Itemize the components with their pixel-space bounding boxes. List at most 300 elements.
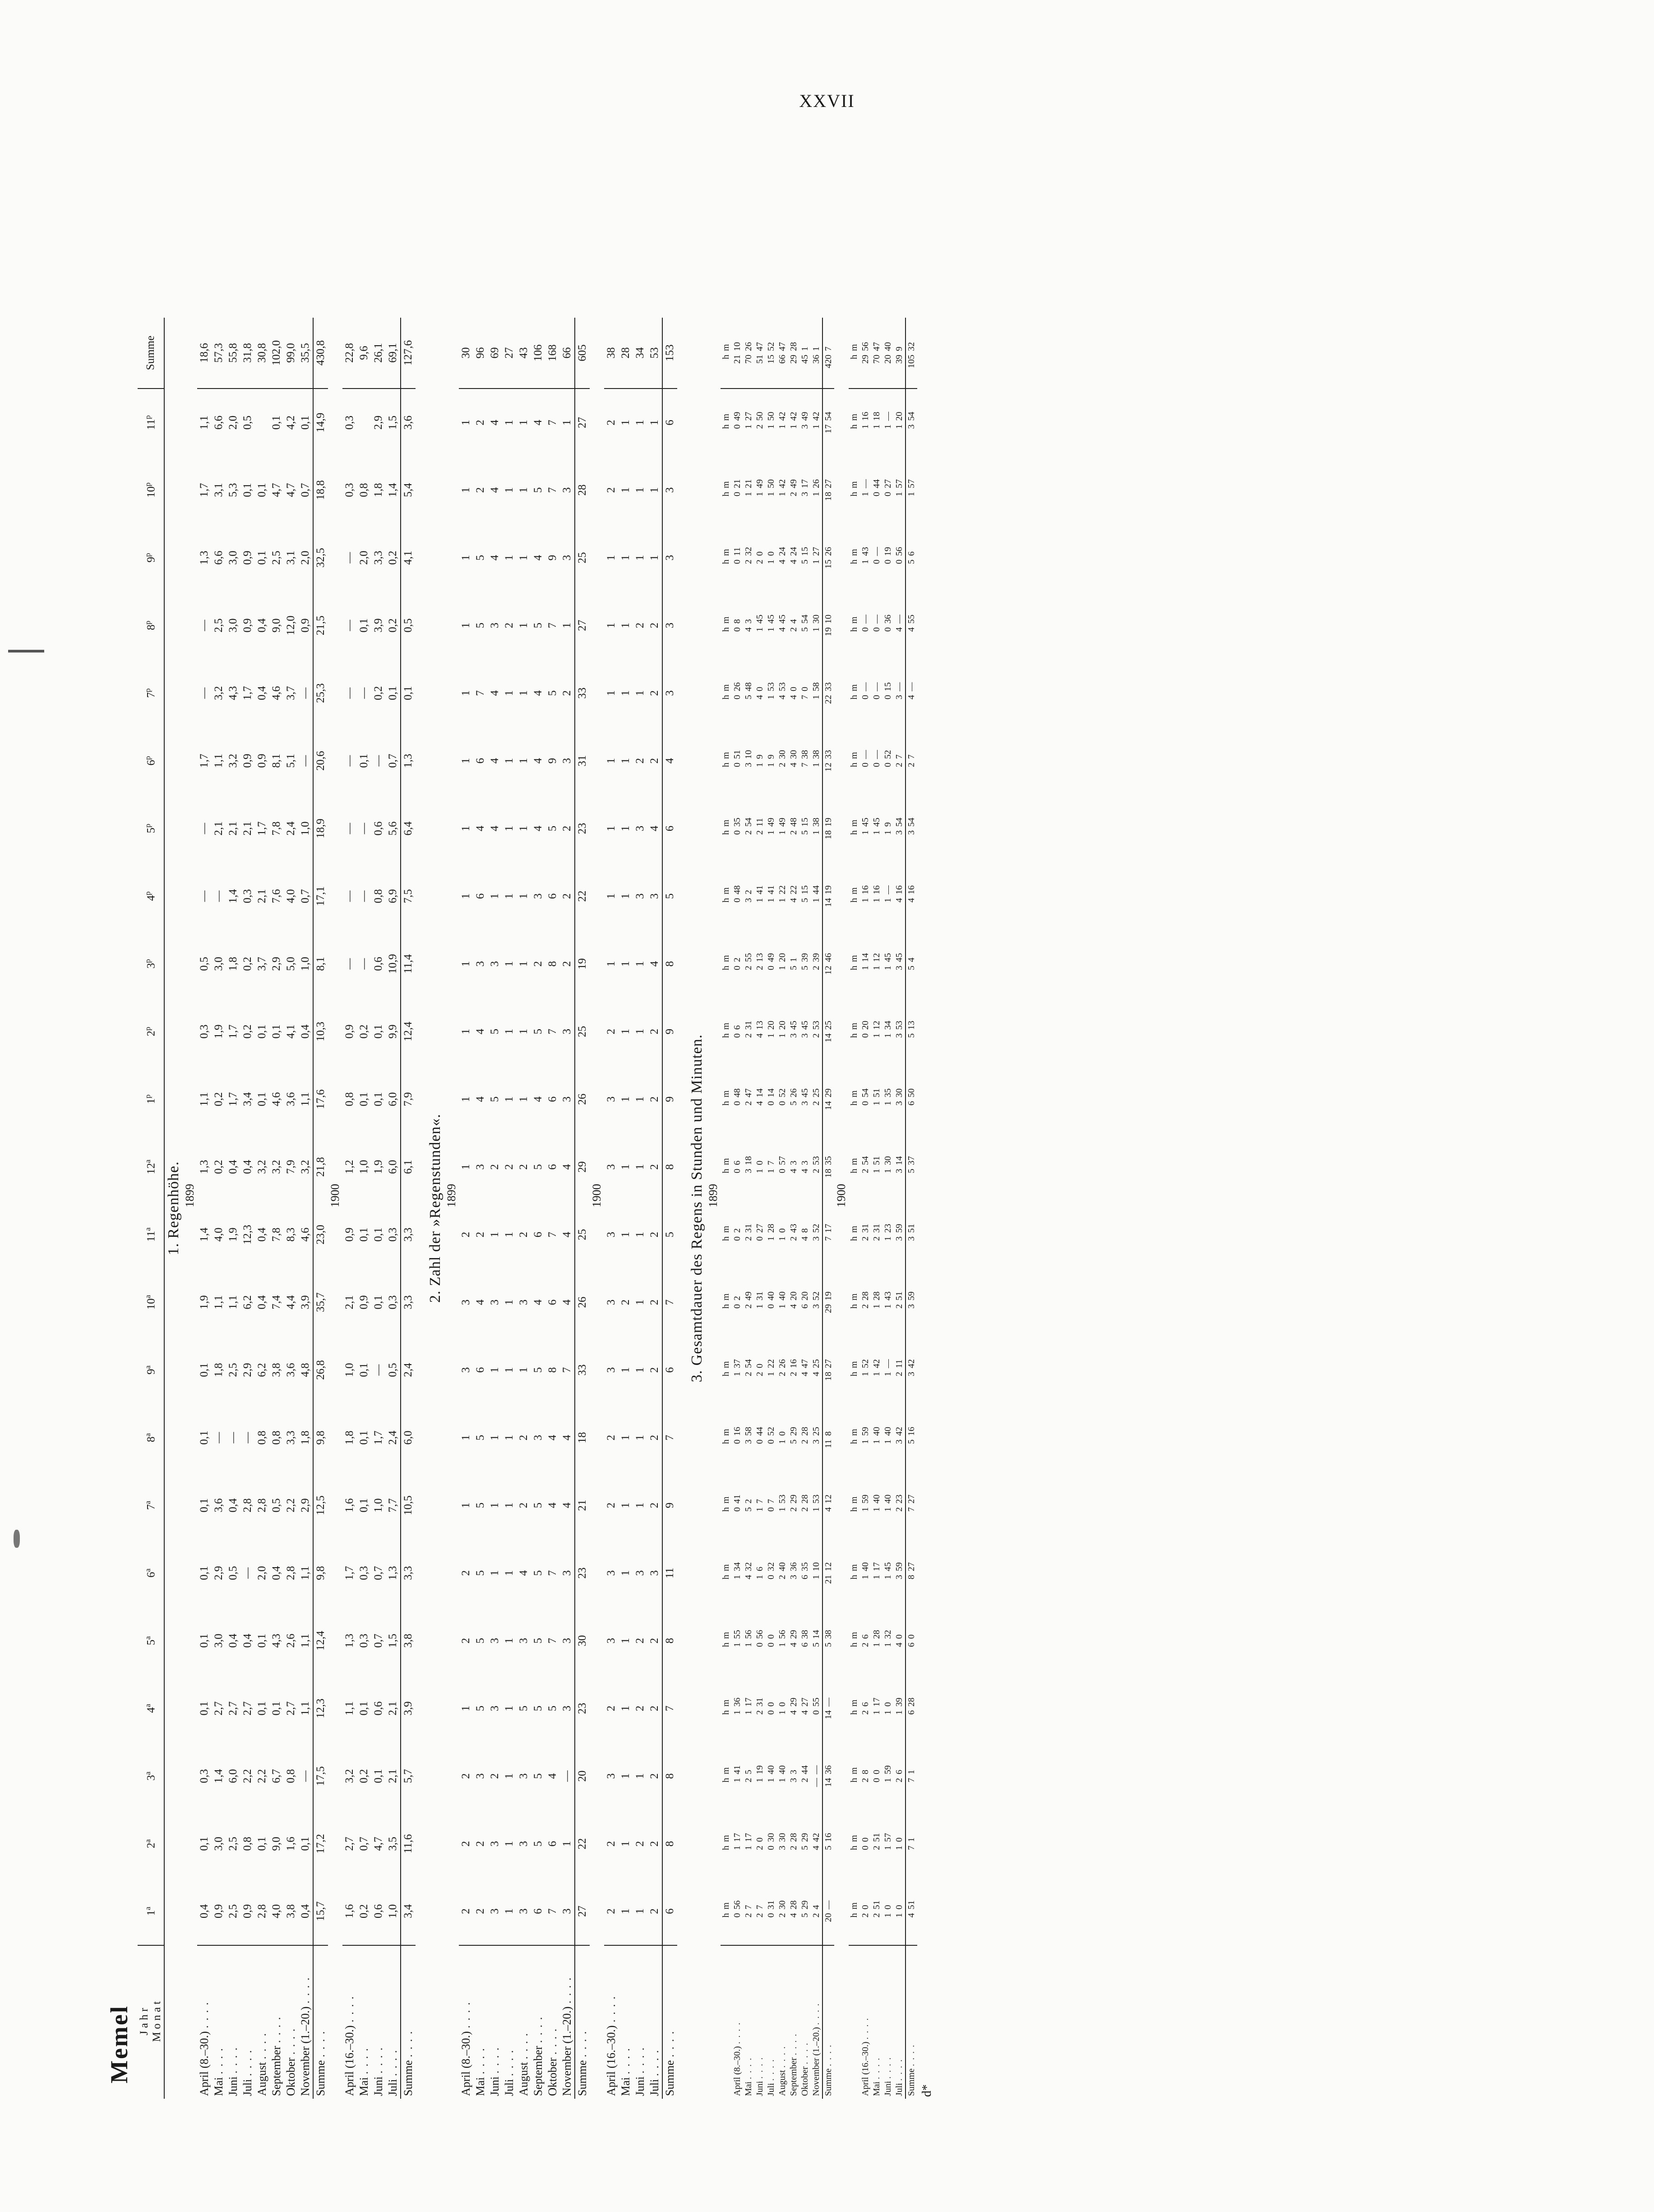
cell-9p: 3,1 bbox=[285, 551, 297, 565]
cell-2p: 5 bbox=[489, 1028, 501, 1035]
cell-9p: 3 bbox=[662, 524, 677, 592]
cell-3a: 0,3 bbox=[198, 1769, 210, 1783]
cell-1a: 3,8 bbox=[284, 1878, 298, 1945]
cell-11p: 142 bbox=[789, 412, 799, 429]
cell-1p: 3 bbox=[561, 1096, 573, 1102]
cell-11a: 1 bbox=[489, 1231, 501, 1238]
cell-5a: 538 bbox=[822, 1607, 834, 1675]
cell-1a: 1 bbox=[633, 1878, 647, 1945]
cell-8a: 0,1 bbox=[358, 1430, 370, 1445]
cell-9p: 4 bbox=[489, 555, 501, 561]
cell-2a: 2 bbox=[474, 1841, 486, 1847]
row-label: Oktober . . . . bbox=[546, 2027, 559, 2096]
cell-6p: 0— bbox=[872, 750, 882, 767]
cell-3a: — bbox=[299, 1770, 311, 1782]
cell-8a: 1,8 bbox=[299, 1430, 311, 1445]
cell-summe: 69 bbox=[488, 318, 502, 389]
cell-1p: 7,9 bbox=[401, 1065, 416, 1133]
table-row bbox=[619, 232, 633, 2099]
cell-2a: 17,2 bbox=[313, 1810, 328, 1878]
year-header-1899-sec1 bbox=[183, 232, 197, 2099]
cell-10a: 2919 bbox=[822, 1268, 834, 1336]
section-title-1-text: 1. Regenhöhe. bbox=[165, 1161, 182, 1255]
cell-4a: 2 bbox=[634, 1705, 646, 1712]
cell-4p: 1— bbox=[883, 885, 893, 902]
cell-10p: 2 bbox=[605, 487, 617, 493]
table-row bbox=[560, 232, 575, 2099]
cell-summe: 18,6 bbox=[197, 318, 212, 389]
cell-1a: 27 bbox=[575, 1878, 590, 1945]
cell-8p: — bbox=[343, 620, 356, 631]
cell-4a: 00 bbox=[766, 1702, 776, 1715]
cell-11a: 7 bbox=[546, 1231, 559, 1238]
cell-3p: 8 bbox=[662, 930, 677, 998]
cell-8a: 140 bbox=[872, 1427, 882, 1444]
row-label: Mai . . . . bbox=[872, 2057, 882, 2096]
cell-11a: 6 bbox=[532, 1231, 544, 1238]
cell-5p: 0,6 bbox=[372, 821, 384, 836]
cell-1p: 0,1 bbox=[358, 1092, 370, 1106]
hm-sub-4a: hm bbox=[849, 1699, 859, 1715]
cell-7p: 25,3 bbox=[313, 659, 328, 727]
cell-3p: 4 bbox=[648, 961, 661, 967]
cell-summe: 35,5 bbox=[298, 318, 313, 389]
cell-5p: 2,1 bbox=[241, 821, 254, 836]
cell-4a: 12,3 bbox=[313, 1675, 328, 1742]
cell-4p: 2 bbox=[561, 893, 573, 899]
cell-1a: 0,2 bbox=[357, 1878, 371, 1945]
cell-11a: 4 bbox=[561, 1231, 573, 1238]
cell-5a: 1,1 bbox=[299, 1634, 311, 1648]
cell-4p: 7,6 bbox=[270, 889, 282, 903]
cell-10a: 140 bbox=[777, 1291, 787, 1309]
table-row bbox=[531, 232, 545, 2099]
cell-3a: 25 bbox=[744, 1770, 753, 1782]
cell-7p: 1,7 bbox=[241, 686, 254, 700]
cell-9a: 20 bbox=[755, 1364, 765, 1376]
cell-1a: 10 bbox=[894, 1878, 906, 1945]
cell-7p: 4 bbox=[532, 690, 544, 696]
row-label: Juli . . . . bbox=[386, 2049, 399, 2096]
cell-2p: 020 bbox=[860, 1021, 870, 1038]
cell-3p: 3 bbox=[489, 961, 501, 967]
cell-10a: 359 bbox=[906, 1268, 917, 1336]
cell-2a: 0,7 bbox=[358, 1837, 370, 1851]
cell-3a: 3 bbox=[605, 1773, 617, 1779]
cell-7a: 4 bbox=[546, 1502, 559, 1509]
row-label: November (1.–20.) . . . . bbox=[811, 2003, 821, 2096]
table-row bbox=[777, 232, 788, 2099]
cell-8p: 554 bbox=[800, 615, 810, 632]
cell-11p: 150 bbox=[766, 412, 776, 429]
cell-8a: 1 bbox=[503, 1435, 515, 1441]
cell-1p: 345 bbox=[800, 1088, 810, 1106]
cell-2a: 1 bbox=[503, 1841, 515, 1847]
cell-10a: 128 bbox=[872, 1291, 882, 1309]
cell-4a: 628 bbox=[906, 1675, 917, 1742]
cell-7p: 3— bbox=[894, 682, 904, 699]
cell-8p: 0,5 bbox=[401, 592, 416, 659]
cell-2p: 7 bbox=[546, 1028, 559, 1035]
cell-8p: 130 bbox=[811, 615, 821, 632]
cell-6a: 3,3 bbox=[401, 1539, 416, 1607]
cell-10p: 317 bbox=[800, 479, 810, 496]
cell-6a: 0,4 bbox=[270, 1566, 282, 1580]
row-label: April (16.–30.) . . . . bbox=[343, 1995, 356, 2096]
cell-12a: 2 bbox=[503, 1164, 515, 1170]
cell-8p: 1910 bbox=[822, 592, 834, 659]
cell-2a: 6 bbox=[546, 1841, 559, 1847]
hm-sub-5p: hm bbox=[849, 819, 859, 835]
hm-sub-7a: hm bbox=[721, 1496, 731, 1512]
cell-1p: 135 bbox=[883, 1088, 893, 1106]
cell-9a: 5 bbox=[532, 1367, 544, 1373]
cell-5p: 18,9 bbox=[313, 795, 328, 862]
year-header-1900-sec1 bbox=[328, 232, 342, 2099]
cell-9p: — bbox=[343, 552, 356, 564]
cell-8p: 43 bbox=[744, 619, 753, 632]
cell-1p: 247 bbox=[744, 1088, 753, 1106]
cell-7a: 2 bbox=[648, 1502, 661, 1509]
cell-10p: 1 bbox=[503, 487, 515, 493]
cell-1p: 2 bbox=[648, 1096, 661, 1102]
cell-4p: 1 bbox=[517, 893, 530, 899]
cell-6p: 2 bbox=[648, 758, 661, 764]
cell-7p: 4,3 bbox=[227, 686, 239, 700]
cell-9p: 9 bbox=[546, 555, 559, 561]
cell-8a: 10 bbox=[777, 1431, 787, 1444]
cell-5a: 3 bbox=[489, 1638, 501, 1644]
cell-11p: 6,6 bbox=[213, 415, 225, 430]
cell-4p: 6 bbox=[546, 893, 559, 899]
header-hour-1p: 1$^p$ bbox=[138, 1065, 164, 1133]
cell-3a: 5,7 bbox=[401, 1742, 416, 1810]
cell-5p: 1,7 bbox=[256, 821, 268, 836]
cell-6a: 2 bbox=[460, 1570, 472, 1576]
cell-1a: 0,6 bbox=[371, 1878, 386, 1945]
row-label: August . . . . bbox=[777, 2045, 787, 2096]
cell-9a: 2,4 bbox=[401, 1336, 416, 1404]
cell-4a: 23 bbox=[575, 1675, 590, 1742]
cell-3p: 3 bbox=[474, 961, 486, 967]
cell-10p: 1 bbox=[619, 487, 632, 493]
cell-6p: 9 bbox=[546, 758, 559, 764]
cell-8a: 1 bbox=[489, 1435, 501, 1441]
row-label: April (8.–30.) . . . . bbox=[732, 2022, 742, 2096]
cell-11a: 231 bbox=[860, 1224, 870, 1241]
cell-8p: 24 bbox=[789, 619, 799, 632]
cell-8p: 08 bbox=[732, 619, 742, 632]
row-label: September . . . . bbox=[531, 2016, 545, 2096]
cell-2a: 1 bbox=[619, 1841, 632, 1847]
cell-7a: 1 bbox=[619, 1502, 632, 1509]
cell-11p: 4,2 bbox=[285, 415, 297, 430]
row-label: Mai . . . . bbox=[619, 2047, 632, 2096]
cell-6a: 3 bbox=[605, 1570, 617, 1576]
cell-7a: 4 bbox=[561, 1502, 573, 1509]
cell-2p: 345 bbox=[789, 1021, 799, 1038]
cell-7p: 0,4 bbox=[256, 686, 268, 700]
cell-8a: 516 bbox=[906, 1404, 917, 1472]
cell-3a: 141 bbox=[732, 1765, 742, 1782]
cell-2a: 0,1 bbox=[299, 1837, 311, 1851]
cell-5a: 0,3 bbox=[358, 1634, 370, 1648]
cell-10p: 0,8 bbox=[358, 483, 370, 497]
cell-8p: 3 bbox=[489, 622, 501, 629]
cell-5a: 3,8 bbox=[401, 1607, 416, 1675]
cell-12a: 1,0 bbox=[358, 1160, 370, 1174]
cell-8p: 1 bbox=[460, 622, 472, 629]
cell-9p: 1 bbox=[517, 555, 530, 561]
cell-2a: 3,5 bbox=[387, 1837, 399, 1851]
cell-11a: 8,3 bbox=[285, 1227, 297, 1242]
cell-11p: 1 bbox=[619, 420, 632, 426]
cell-3a: 6,0 bbox=[227, 1769, 239, 1783]
cell-9a: 2 bbox=[648, 1367, 661, 1373]
cell-1p: 0,1 bbox=[372, 1092, 384, 1106]
cell-3p: 02 bbox=[732, 958, 742, 970]
cell-10a: 1 bbox=[503, 1299, 515, 1305]
row-label: Mai . . . . bbox=[357, 2047, 370, 2096]
cell-7p: 1 bbox=[503, 690, 515, 696]
cell-12a: 1 bbox=[634, 1164, 646, 1170]
cell-2a: 2 bbox=[460, 1841, 472, 1847]
cell-7a: 2,9 bbox=[299, 1498, 311, 1513]
cell-1a: 2,8 bbox=[255, 1878, 269, 1945]
cell-5a: 638 bbox=[800, 1630, 810, 1647]
cell-8p: 5 bbox=[474, 622, 486, 629]
cell-12a: 10 bbox=[755, 1161, 765, 1173]
cell-4a: 0,1 bbox=[270, 1701, 282, 1716]
cell-2p: 112 bbox=[872, 1021, 882, 1038]
cell-4p: — bbox=[358, 890, 370, 902]
cell-4p: 0,3 bbox=[241, 889, 254, 903]
cell-3a: 6,7 bbox=[270, 1769, 282, 1783]
spacer-cell bbox=[416, 318, 426, 2099]
header-hour-2a: 2$^a$ bbox=[138, 1810, 164, 1878]
cell-2a: 00 bbox=[860, 1837, 870, 1850]
cell-9p: 3 bbox=[561, 555, 573, 561]
cell-6p: 230 bbox=[777, 750, 787, 767]
cell-3p: 5,0 bbox=[285, 957, 297, 971]
cell-summe: 399 bbox=[894, 318, 906, 389]
cell-summe: 27 bbox=[502, 318, 517, 389]
cell-5p: 2 bbox=[561, 825, 573, 832]
cell-11p: 118 bbox=[872, 412, 882, 429]
cell-6a: 11 bbox=[662, 1539, 677, 1607]
cell-8a: 7 bbox=[662, 1404, 677, 1472]
cell-8a: 118 bbox=[822, 1404, 834, 1472]
cell-summe: 451 bbox=[799, 318, 811, 389]
cell-3p: 1246 bbox=[822, 930, 834, 998]
cell-1p: 6,0 bbox=[387, 1092, 399, 1106]
cell-6a: 359 bbox=[894, 1562, 904, 1579]
cell-7p: 2 bbox=[648, 690, 661, 696]
cell-3a: 2 bbox=[460, 1773, 472, 1779]
cell-6a: 3 bbox=[648, 1570, 661, 1576]
cell-5a: 0,1 bbox=[256, 1634, 268, 1648]
cell-1p: 6 bbox=[546, 1096, 559, 1102]
cell-2a: 330 bbox=[777, 1833, 787, 1850]
cell-summe: 168 bbox=[545, 318, 560, 389]
cell-11a: 351 bbox=[906, 1201, 917, 1268]
cell-5p: 4 bbox=[648, 825, 661, 832]
cell-6p: 3,2 bbox=[227, 754, 239, 768]
cell-8a: — bbox=[241, 1432, 254, 1444]
cell-8a: 529 bbox=[789, 1427, 799, 1444]
cell-8a: 2 bbox=[605, 1435, 617, 1441]
table-row bbox=[633, 232, 647, 2099]
signature-mark: d* bbox=[920, 2084, 934, 2097]
cell-5p: 254 bbox=[744, 818, 753, 835]
cell-5p: 138 bbox=[811, 818, 821, 835]
cell-6a: 23 bbox=[575, 1539, 590, 1607]
cell-3p: 539 bbox=[800, 953, 810, 970]
cell-4p: 1,4 bbox=[227, 889, 239, 903]
cell-11p: 354 bbox=[906, 389, 917, 456]
hm-sub-5a: hm bbox=[721, 1632, 731, 1647]
cell-3a: 00 bbox=[872, 1770, 882, 1782]
station-title: Memel bbox=[106, 2005, 133, 2083]
cell-5a: 4,3 bbox=[270, 1634, 282, 1648]
cell-8p: 036 bbox=[883, 615, 893, 632]
header-hour-3a: 3$^a$ bbox=[138, 1742, 164, 1810]
header-hour-5p: 5$^p$ bbox=[138, 795, 164, 862]
cell-9a: 1,0 bbox=[343, 1363, 356, 1377]
cell-7p: 5 bbox=[546, 690, 559, 696]
section-title-2 bbox=[426, 232, 444, 2099]
cell-8a: 4 bbox=[546, 1435, 559, 1441]
cell-7p: 3 bbox=[662, 659, 677, 727]
cell-8a: 1 bbox=[619, 1435, 632, 1441]
cell-1p: 1 bbox=[619, 1096, 632, 1102]
cell-11p: 1,1 bbox=[198, 415, 210, 430]
cell-1a: 3 bbox=[560, 1878, 575, 1945]
cell-11a: 23,0 bbox=[313, 1201, 328, 1268]
cell-9a: 137 bbox=[732, 1359, 742, 1376]
cell-1a: 230 bbox=[777, 1878, 788, 1945]
cell-3a: 1,4 bbox=[213, 1769, 225, 1783]
cell-5a: 3 bbox=[517, 1638, 530, 1644]
cell-2p: 0,2 bbox=[358, 1024, 370, 1039]
row-label: Summe . . . . bbox=[313, 1945, 328, 2099]
hm-sub-3p: hm bbox=[721, 955, 731, 970]
hm-sub-11p: hm bbox=[849, 413, 859, 429]
cell-9a: 6 bbox=[662, 1336, 677, 1404]
hm-sub-11a: hm bbox=[721, 1226, 731, 1241]
cell-12a: 3,2 bbox=[270, 1160, 282, 1174]
cell-12a: 6 bbox=[546, 1164, 559, 1170]
cell-3a: 119 bbox=[755, 1765, 765, 1782]
cell-10p: 157 bbox=[894, 479, 904, 496]
cell-7p: 3,7 bbox=[285, 686, 297, 700]
cell-1p: 225 bbox=[811, 1088, 821, 1106]
cell-2p: 25 bbox=[575, 998, 590, 1065]
cell-8p: 145 bbox=[766, 615, 776, 632]
hm-sub-4a: hm bbox=[721, 1699, 731, 1715]
cell-6p: 6 bbox=[474, 758, 486, 764]
cell-3a: 17,5 bbox=[313, 1742, 328, 1810]
cell-3a: 0,8 bbox=[285, 1769, 297, 1783]
cell-6p: 0,7 bbox=[387, 754, 399, 768]
row-label: Summe . . . . bbox=[662, 1945, 677, 2099]
table-row bbox=[788, 232, 799, 2099]
cell-5a: 0,7 bbox=[372, 1634, 384, 1648]
header-hour-4p: 4$^p$ bbox=[138, 862, 164, 930]
table-row bbox=[882, 232, 894, 2099]
cell-3a: 2 bbox=[489, 1773, 501, 1779]
cell-6p: 27 bbox=[894, 754, 904, 767]
cell-8a: 1,7 bbox=[372, 1430, 384, 1445]
cell-10p: 1 bbox=[460, 487, 472, 493]
cell-9p: 1 bbox=[460, 555, 472, 561]
cell-9p: 5 bbox=[474, 555, 486, 561]
table-row bbox=[799, 232, 811, 2099]
hm-subheader-row bbox=[849, 232, 860, 2099]
cell-7p: 33 bbox=[575, 659, 590, 727]
year-header-1900-sec2-text: 1900 bbox=[590, 1184, 603, 1208]
table-row bbox=[284, 232, 298, 2099]
cell-5a: 156 bbox=[777, 1630, 787, 1647]
cell-10p: 1 bbox=[648, 487, 661, 493]
cell-12a: 1 bbox=[619, 1164, 632, 1170]
table-row bbox=[743, 232, 754, 2099]
cell-12a: 537 bbox=[906, 1133, 917, 1201]
cell-summe: 2040 bbox=[882, 318, 894, 389]
cell-3p: 1 bbox=[517, 961, 530, 967]
hm-sub-10p: hm bbox=[721, 481, 731, 496]
cell-11p: 349 bbox=[800, 412, 810, 429]
cell-6p: 052 bbox=[883, 750, 893, 767]
cell-4p: 6 bbox=[474, 893, 486, 899]
cell-11p bbox=[255, 389, 269, 456]
cell-6p: 31 bbox=[575, 727, 590, 795]
year-header-1899-sec3-text: 1899 bbox=[707, 1184, 720, 1208]
cell-5p: 23 bbox=[575, 795, 590, 862]
cell-4a: 2 bbox=[605, 1705, 617, 1712]
cell-3a: 28 bbox=[860, 1770, 870, 1782]
cell-3a: 0,1 bbox=[372, 1769, 384, 1783]
cell-summe: 69,1 bbox=[386, 318, 401, 389]
cell-9p: 10 bbox=[766, 551, 776, 564]
cell-8p: 1 bbox=[561, 622, 573, 629]
cell-4p: 4,0 bbox=[285, 889, 297, 903]
cell-3a: 244 bbox=[800, 1765, 810, 1782]
cell-6p: — bbox=[299, 755, 311, 767]
cell-4p: 17,1 bbox=[313, 862, 328, 930]
cell-4a: 0,1 bbox=[198, 1701, 210, 1716]
cell-3a: 0,2 bbox=[358, 1769, 370, 1783]
cell-8p: 0— bbox=[872, 615, 882, 632]
cell-9a: 152 bbox=[860, 1359, 870, 1376]
table-row bbox=[488, 232, 502, 2099]
cell-2a: 0,1 bbox=[256, 1837, 268, 1851]
header-hour-10a: 10$^a$ bbox=[138, 1268, 164, 1336]
cell-1p: 3,4 bbox=[241, 1092, 254, 1106]
cell-4a: 3 bbox=[561, 1705, 573, 1712]
cell-9p: 20 bbox=[755, 551, 765, 564]
cell-9p: 25 bbox=[575, 524, 590, 592]
cell-summe: 361 bbox=[811, 318, 822, 389]
cell-9a: 216 bbox=[789, 1359, 799, 1376]
row-label: September . . . . bbox=[270, 2016, 283, 2096]
cell-9p: 143 bbox=[860, 547, 870, 564]
cell-11a: 231 bbox=[744, 1224, 753, 1241]
year-header-1899-sec2-text: 1899 bbox=[445, 1184, 458, 1208]
cell-8a: 1 bbox=[460, 1435, 472, 1441]
cell-11p: 0,5 bbox=[241, 415, 254, 430]
cell-10a: 040 bbox=[766, 1291, 776, 1309]
